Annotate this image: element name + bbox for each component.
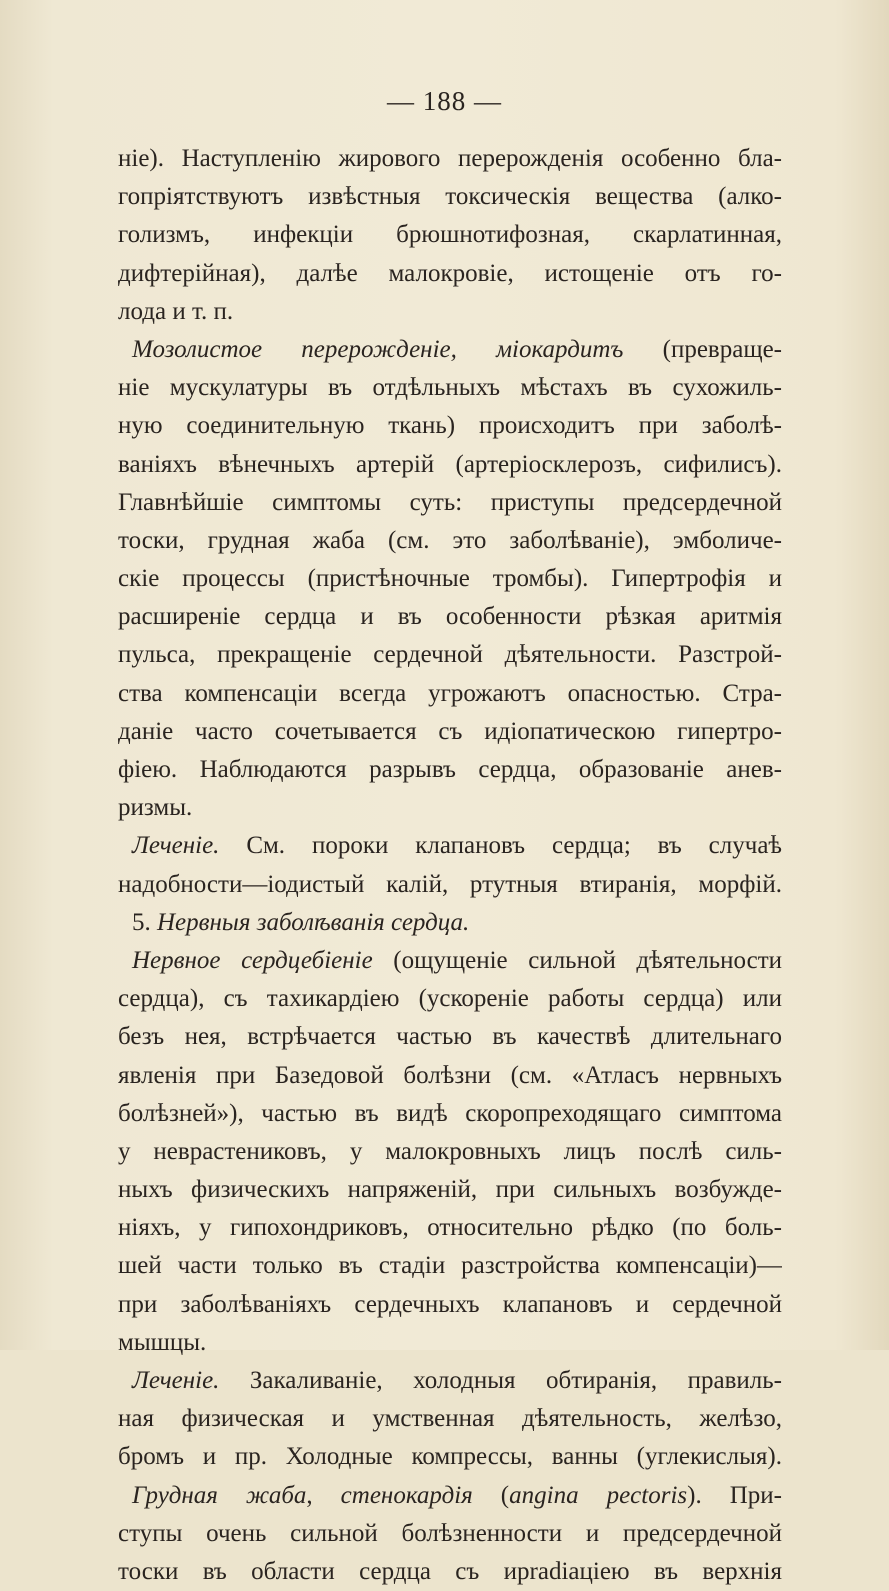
text-line: болѣзней»), частью въ видѣ скоропреходящаго симптома [118,1099,782,1127]
section-heading-line: Грудная жаба, стенокардія (angina pectoris). При- [132,1481,782,1509]
text-line: ную соединительную ткань) происходитъ при заболѣ- [118,412,782,440]
treatment-line: Леченіе. Закаливаніе, холодныя обтиранія, правиль- [132,1367,782,1394]
text-line: сердца), съ тахикардіею (ускореніе работы сердца) или [118,985,782,1013]
text-line: скіе процессы (пристѣночные тромбы). Гипертрофія и [118,565,782,593]
text-line: шей части только въ стадіи разстройства компенсаціи)— [118,1252,782,1280]
text-line: голизмъ, инфекціи брюшнотифозная, скарлатинная, [118,221,782,249]
text-line: мышцы. [118,1328,207,1356]
text-line: тоски въ области сердца съ ирradіаціею въ верхнія [118,1557,782,1585]
italic-term: Леченіе. [132,832,220,860]
text-line: пульса, прекращеніе сердечной дѣятельности. Разстрой- [118,641,782,669]
text-line: безъ нея, встрѣчается частью въ качествѣ длительнаго [118,1023,782,1051]
section-heading-line: Мозолистое перерожденіе, міокардитъ (превраще- [132,335,782,363]
italic-term: Нервное сердцебіеніе [132,946,373,974]
treatment-line: Леченіе. См. пороки клапановъ сердца; въ случаѣ [132,832,782,860]
section-heading-line: Нервное сердцебіеніе (ощущеніе сильной дѣятельности [132,946,782,974]
section-heading: 5. Нервныя заболѣванія сердца. [132,908,470,936]
text-line: тоски, грудная жаба (см. это заболѣваніе), эмболиче- [118,526,782,554]
text-line: Главнѣйшіе симптомы суть: приступы предсердечной [118,488,782,516]
text-line: дифтерійная), далѣе малокровіе, истощеніе отъ го- [118,259,782,287]
italic-term: Мозолистое перерожденіе, міокардитъ [132,335,624,363]
body-text [118,140,782,1591]
text-line: даніе часто сочетывается съ идіопатическою гипертро- [118,717,782,745]
text-line: ная физическая и умственная дѣятельность, желѣзо, [118,1405,782,1433]
text-line: при заболѣваніяхъ сердечныхъ клапановъ и сердечной [118,1290,782,1318]
text-line: ступы очень сильной болѣзненности и предсердечной [118,1519,782,1547]
text-line: ніе мускулатуры въ отдѣльныхъ мѣстахъ въ сухожиль- [118,374,782,402]
text-line: ризмы. [118,794,193,822]
text-line: лода и т. п. [118,297,234,325]
text-line: расширеніе сердца и въ особенности рѣзкая аритмія [118,603,782,631]
text-line: ніяхъ, у гипохондриковъ, относительно рѣдко (по боль- [118,1214,782,1242]
text-line: ніе). Наступленію жирового перерожденія особенно бла- [118,145,782,172]
italic-term: Нервныя заболѣванія сердца. [157,908,470,936]
italic-term: Грудная жаба [132,1481,307,1509]
text-line: ныхъ физическихъ напряженій, при сильныхъ возбужде- [118,1176,782,1204]
italic-term: стенокардія [340,1481,473,1509]
page-number: — 188 — [387,86,502,116]
text-line: гопріятствуютъ извѣстныя токсическія вещества (алко- [118,183,782,211]
text-line: у неврастениковъ, у малокровныхъ лицъ послѣ силь- [118,1137,782,1165]
italic-term: Леченіе. [132,1367,220,1394]
italic-term: angina pectoris [509,1481,688,1509]
text-line: ства компенсаціи всегда угрожаютъ опасностью. Стра- [118,679,782,707]
text-line: надобности—іодистый калій, ртутныя втиранія, морфій. [118,870,782,898]
text-line: ваніяхъ вѣнечныхъ артерій (артеріосклерозъ, сифилисъ). [118,450,782,478]
text-line: явленія при Базедовой болѣзни (см. «Атласъ нервныхъ [118,1061,782,1089]
text-line: бромъ и пр. Холодные компрессы, ванны (углекислыя). [118,1443,782,1471]
text-line: фіею. Наблюдаются разрывъ сердца, образованіе анев- [118,756,782,783]
